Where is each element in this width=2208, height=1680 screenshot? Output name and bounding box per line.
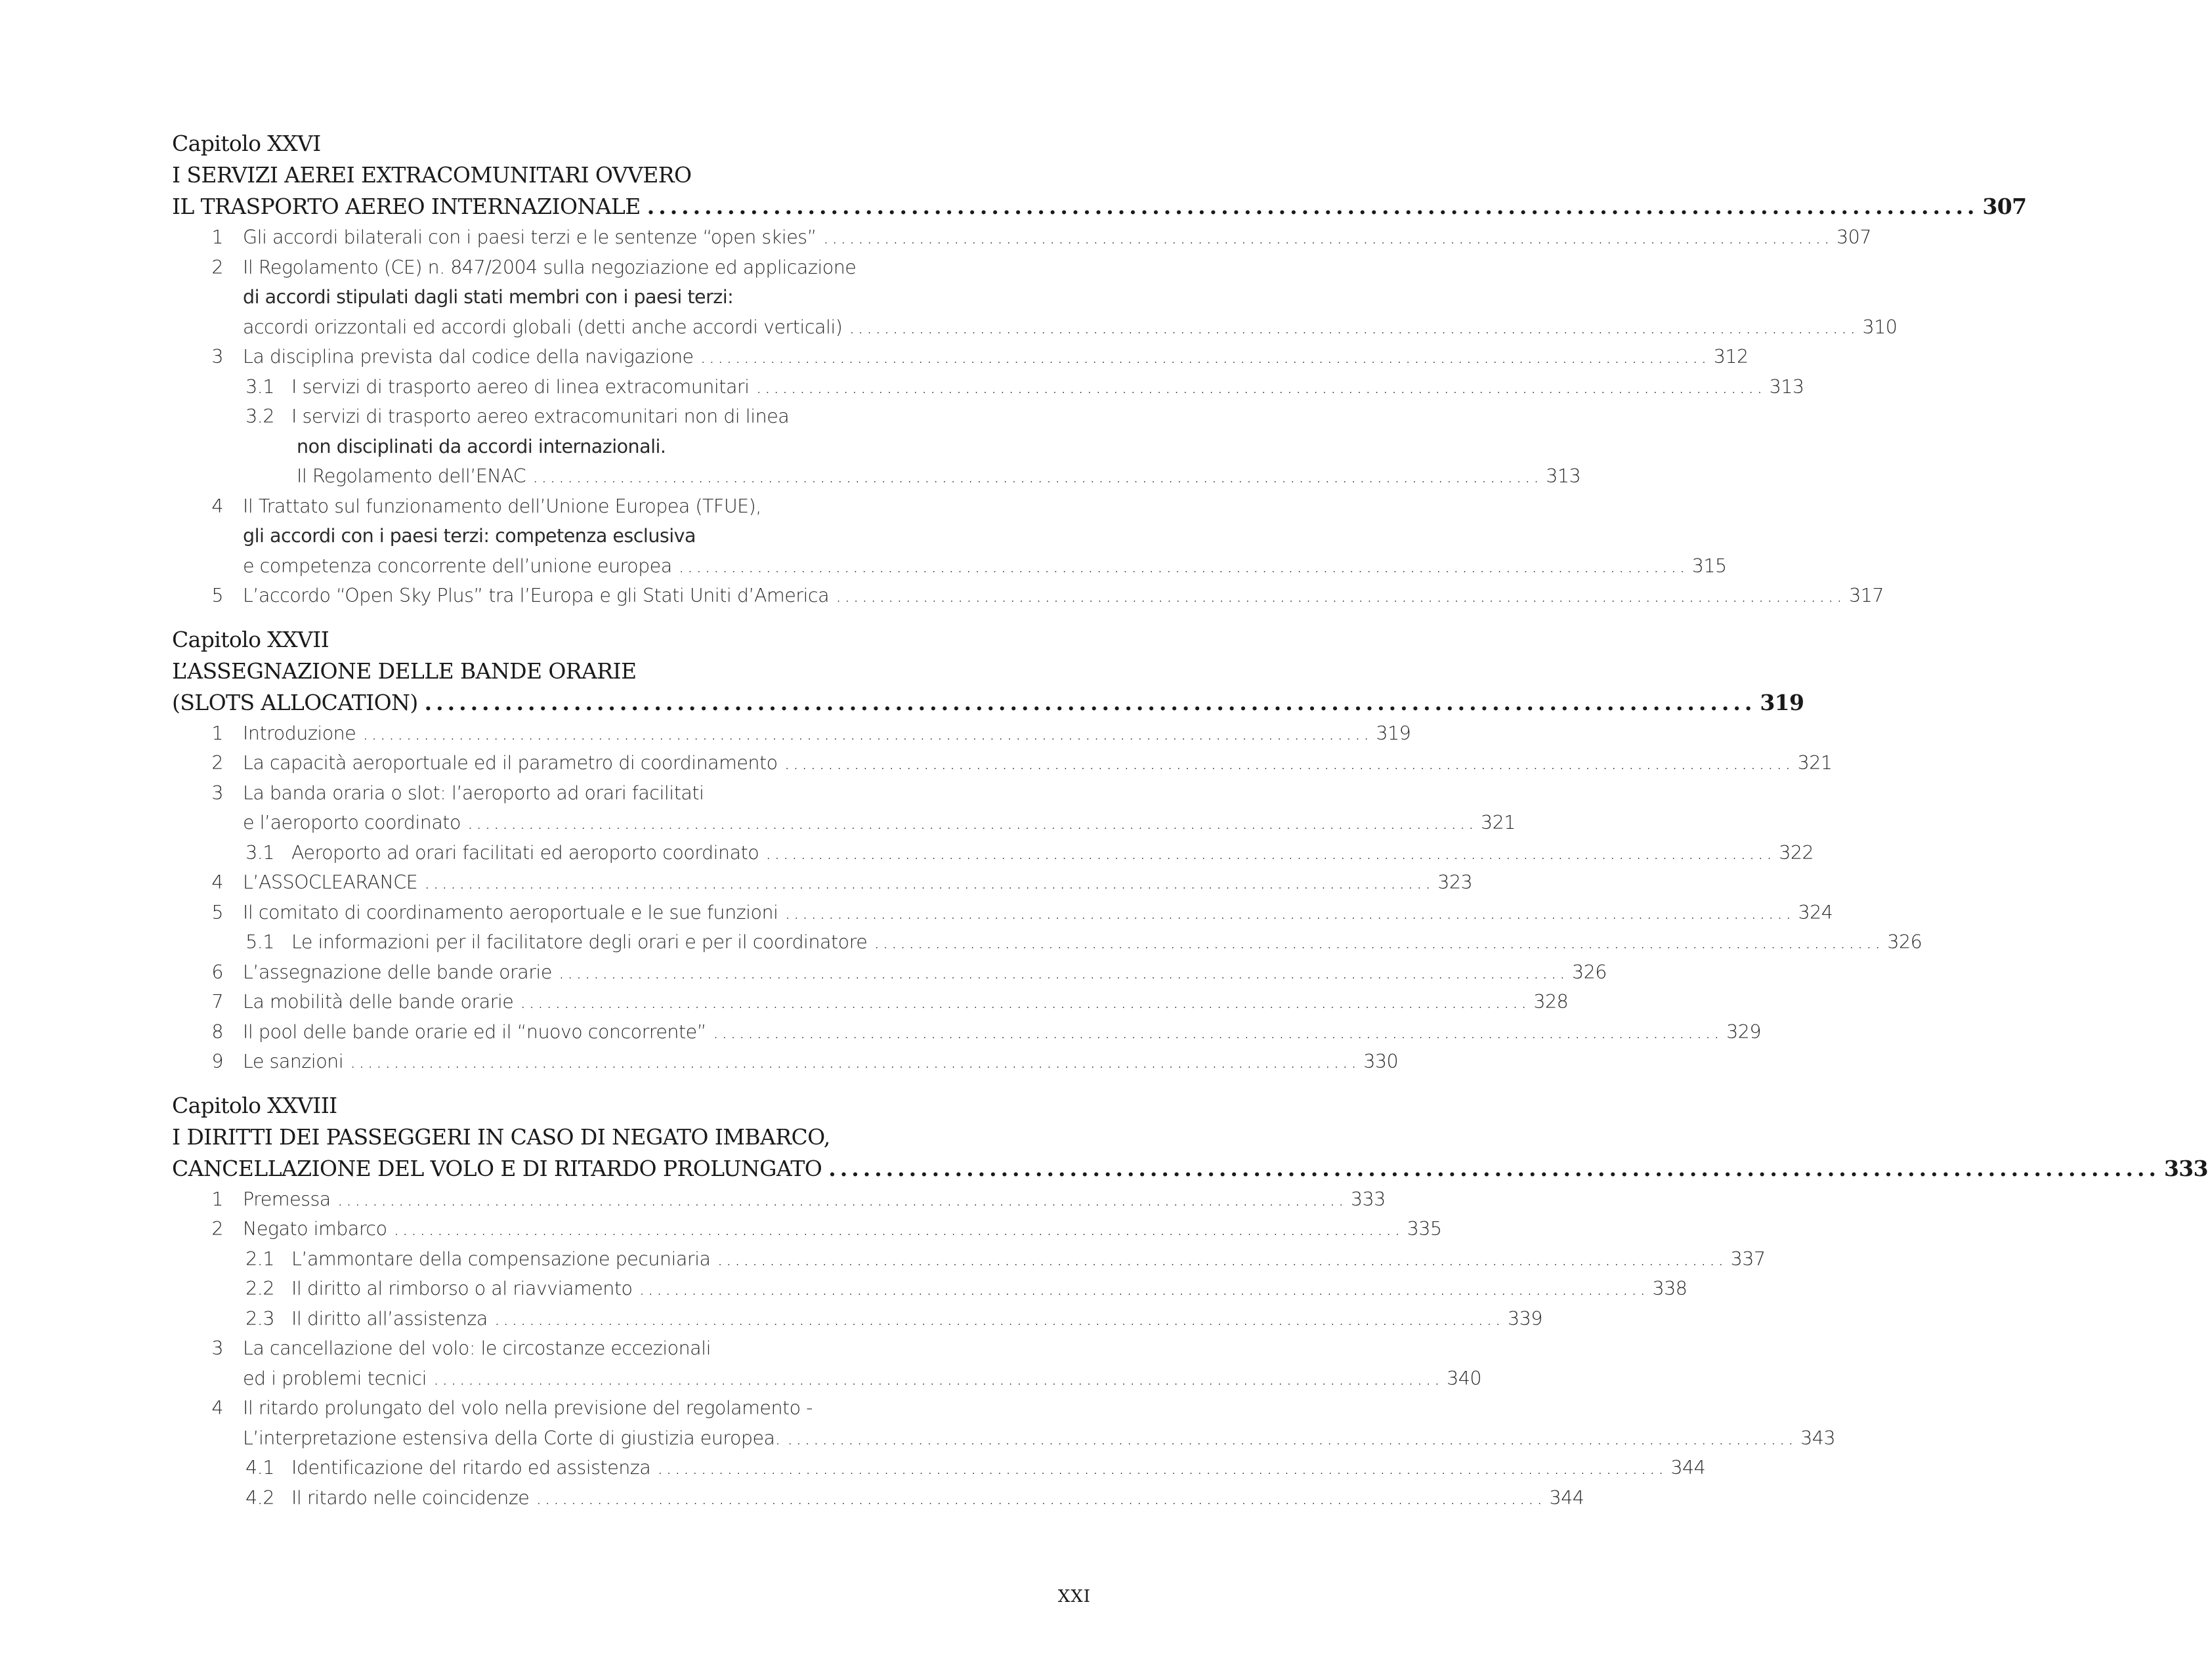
page-ref: 329 [1726,1020,1761,1043]
chapter-label: Capitolo XXVI [172,131,321,156]
subsection-number: 2.2 [245,1278,274,1299]
toc-entry-continued[interactable] [172,551,1727,581]
toc-entry[interactable] [172,987,1569,1017]
toc-entry[interactable] [172,898,1833,928]
section-title-continued: e l’aeroporto coordinato [243,812,461,833]
section-title-continued: accordi orizzontali ed accordi globali (detti anche accordi verticali) [243,316,843,338]
subsection-number: 2.1 [245,1248,274,1270]
page-ref: 333 [2163,1155,2208,1181]
subsection-title: Identificazione del ritardo ed assistenza [291,1457,651,1479]
toc-entry[interactable] [172,719,1411,749]
chapter-xxviii [172,1090,2208,1513]
dot-leader: .................................................................................................................... [787,1427,1797,1449]
chapter-title-line: IL TRASPORTO AEREO INTERNAZIONALE [172,194,641,219]
toc-entry[interactable] [172,222,1871,253]
page-ref: 322 [1779,841,1814,864]
subsection-number: 5.1 [245,931,274,953]
page-ref: 323 [1437,872,1473,893]
subsection-number: 3.1 [245,841,274,864]
subsection-title: Le informazioni per il facilitatore degli orari e per il coordinatore [291,931,868,953]
subsection-title: Il diritto all’assistenza [291,1307,488,1330]
page-ref: 315 [1691,555,1727,577]
section-title: L’assegnazione delle bande orarie [243,961,552,983]
section-title: La capacità aeroportuale ed il parametro di coordinamento [243,752,778,774]
section-title: Le sanzioni [243,1051,344,1072]
chapter-xxvii [172,624,1922,1077]
toc-subentry[interactable] [172,927,1922,957]
toc-entry[interactable] [172,342,1749,372]
toc-entry[interactable] [172,492,1091,522]
dot-leader: .................................................................................................................... [424,689,1756,715]
page-ref: 312 [1713,346,1749,368]
page-ref: 326 [1887,931,1922,953]
dot-leader: .................................................................................................................... [874,931,1884,953]
page-ref: 330 [1363,1051,1399,1072]
section-number: 8 [211,1020,223,1043]
dot-leader: .................................................................................................................... [700,346,1710,368]
toc-subentry[interactable] [172,838,1814,868]
page-ref: 319 [1376,722,1411,744]
dot-leader: .................................................................................................................... [647,194,1979,219]
subsection-number: 3.1 [245,375,274,398]
page-ref: 337 [1730,1248,1766,1270]
chapter-title-line: CANCELLAZIONE DEL VOLO E DI RITARDO PROLUNGATO [172,1155,822,1181]
section-number: 2 [211,752,223,774]
subsection-title-continued: Il Regolamento dell’ENAC [297,465,526,487]
toc-chapter-entry[interactable] [172,191,2027,222]
section-title: Gli accordi bilaterali con i paesi terzi e le sentenze “open skies” [243,226,817,248]
section-number: 4 [211,872,223,893]
toc-entry-continued[interactable] [172,1364,1482,1394]
dot-leader: .................................................................................................................... [784,752,1794,774]
toc-entry-continued[interactable] [172,312,1898,343]
subsection-title-continued: non disciplinati da accordi internazionali. [297,435,666,457]
dot-leader: .................................................................................................................... [828,1155,2160,1181]
subsection-number: 4.1 [245,1457,274,1479]
subsection-title: I servizi di trasporto aereo extracomunitari non di linea [291,406,790,427]
dot-leader: .................................................................................................................... [532,465,1542,487]
chapter-title-line: I DIRITTI DEI PASSEGGERI IN CASO DI NEGATO IMBARCO, [172,1124,830,1150]
dot-leader: .................................................................................................................... [657,1457,1667,1479]
toc-entry[interactable] [172,581,1884,611]
section-number: 1 [211,226,223,248]
page-ref: 339 [1507,1307,1542,1330]
toc-entry[interactable] [172,748,1833,778]
page-ref: 326 [1571,961,1607,983]
section-title: Il pool delle bande orarie ed il “nuovo concorrente” [243,1020,706,1043]
section-title: La mobilità delle bande orarie [243,991,514,1013]
toc-subentry[interactable] [172,1483,1584,1513]
page-ref: 307 [1836,226,1871,248]
toc-entry[interactable] [172,1393,1091,1423]
subsection-title: L’ammontare della compensazione pecuniaria [291,1248,711,1270]
page-ref: 321 [1481,812,1516,833]
section-title-continued: di accordi stipulati dagli stati membri con i paesi terzi: [243,286,734,308]
dot-leader: .................................................................................................................... [433,1367,1443,1389]
section-title: L’ASSOCLEARANCE [243,872,418,893]
page-ref: 319 [1760,689,1804,715]
page-ref: 324 [1798,901,1833,923]
page-ref: 344 [1549,1486,1584,1509]
subsection-number: 3.2 [245,406,274,427]
toc-entry[interactable] [172,778,1091,808]
dot-leader: .................................................................................................................... [467,812,1477,833]
dot-leader: .................................................................................................................... [712,1020,1723,1043]
chapter-label: Capitolo XXVII [172,626,329,652]
toc-entry[interactable] [172,1017,1761,1047]
chapter-title-line: I SERVIZI AEREI EXTRACOMUNITARI OVVERO [172,162,692,188]
dot-leader: .................................................................................................................... [765,841,1775,864]
dot-leader: .................................................................................................................... [822,226,1833,248]
subsection-title: Il ritardo nelle coincidenze [291,1486,530,1509]
dot-leader: .................................................................................................................... [350,1051,1360,1072]
toc-entry[interactable] [172,868,1473,898]
toc-subentry[interactable] [172,1274,1688,1304]
chapter-title-line: (SLOTS ALLOCATION) [172,689,418,715]
section-title: Il Regolamento (CE) n. 847/2004 sulla negoziazione ed applicazione [243,256,857,278]
subsection-number: 4.2 [245,1486,274,1509]
dot-leader: .................................................................................................................... [755,375,1766,398]
page-ref: 335 [1407,1218,1442,1240]
dot-leader: .................................................................................................................... [536,1486,1546,1509]
section-number: 3 [211,782,223,804]
dot-leader: .................................................................................................................... [520,991,1530,1013]
dot-leader: .................................................................................................................... [558,961,1568,983]
dot-leader: .................................................................................................................... [678,555,1688,577]
section-number: 4 [211,495,223,517]
dot-leader: .................................................................................................................... [362,722,1372,744]
section-number: 3 [211,1337,223,1359]
chapter-title-line: L’ASSEGNAZIONE DELLE BANDE ORARIE [172,658,637,684]
toc-entry[interactable] [172,1334,1091,1364]
subsection-title: Il diritto al rimborso o al riavviamento [291,1278,633,1299]
section-title-continued: gli accordi con i paesi terzi: competenza esclusiva [243,525,696,547]
page-ref: 321 [1797,752,1833,774]
section-number: 5 [211,901,223,923]
toc-subentry[interactable] [172,372,1804,402]
dot-leader: .................................................................................................................... [639,1278,1649,1299]
section-title-continued: L’interpretazione estensiva della Corte di giustizia europea. [243,1427,781,1449]
section-title: La banda oraria o slot: l’aeroporto ad orari facilitati [243,782,704,804]
toc-entry-continued[interactable] [172,1423,1836,1454]
section-number: 2 [211,256,223,278]
toc-subentry[interactable] [172,402,1091,432]
page-ref: 317 [1849,585,1884,606]
section-title: Introduzione [243,722,356,744]
toc-subentry[interactable] [172,1244,1766,1274]
page-ref: 313 [1546,465,1581,487]
dot-leader: .................................................................................................................... [784,901,1794,923]
section-title: Il comitato di coordinamento aeroportuale e le sue funzioni [243,901,778,923]
dot-leader: .................................................................................................................... [836,585,1846,606]
section-number: 4 [211,1397,223,1419]
page-number: XXI [1057,1587,1091,1606]
toc-chapter-entry[interactable] [172,687,1804,719]
page-ref: 343 [1800,1427,1836,1449]
page-ref: 344 [1670,1457,1706,1479]
toc-entry[interactable] [172,1214,1442,1244]
subsection-title: I servizi di trasporto aereo di linea extracomunitari [291,375,750,398]
toc-chapter-entry[interactable] [172,1153,2208,1185]
section-title: Negato imbarco [243,1218,387,1240]
subsection-title: Aeroporto ad orari facilitati ed aeroporto coordinato [291,841,759,864]
page-ref: 310 [1862,316,1898,338]
toc-subentry[interactable] [172,1304,1542,1334]
page-ref: 340 [1447,1367,1482,1389]
dot-leader: .................................................................................................................... [717,1248,1727,1270]
section-number: 7 [211,991,223,1013]
section-title: L’accordo “Open Sky Plus” tra l’Europa e gli Stati Uniti d’America [243,585,830,606]
section-title: Il Trattato sul funzionamento dell’Unione Europea (TFUE), [243,495,761,517]
section-number: 1 [211,722,223,744]
section-title: La disciplina prevista dal codice della navigazione [243,346,694,368]
dot-leader: .................................................................................................................... [849,316,1859,338]
section-number: 1 [211,1188,223,1210]
chapter-label: Capitolo XXVIII [172,1092,337,1118]
section-number: 3 [211,346,223,368]
dot-leader: .................................................................................................................... [424,872,1434,893]
page-ref: 328 [1533,991,1569,1013]
dot-leader: .................................................................................................................... [494,1307,1504,1330]
toc-entry[interactable] [172,957,1607,988]
section-title-continued: ed i problemi tecnici [243,1367,427,1389]
subsection-number: 2.3 [245,1307,274,1330]
section-number: 9 [211,1051,223,1072]
page-ref: 307 [1982,194,2027,219]
toc-entry[interactable] [172,253,1091,283]
toc-entry-continued[interactable] [172,808,1516,838]
section-title-continued: e competenza concorrente dell’unione europea [243,555,672,577]
toc-subentry[interactable] [172,1453,1706,1483]
section-number: 2 [211,1218,223,1240]
section-number: 5 [211,585,223,606]
dot-leader: .................................................................................................................... [337,1188,1347,1210]
dot-leader: .................................................................................................................... [393,1218,1403,1240]
toc-entry[interactable] [172,1047,1399,1077]
table-of-contents [172,128,2208,1526]
section-title: La cancellazione del volo: le circostanze eccezionali [243,1337,711,1359]
section-number: 6 [211,961,223,983]
toc-subentry-continued[interactable] [172,461,1581,492]
page-ref: 338 [1652,1278,1688,1299]
section-title: Premessa [243,1188,331,1210]
chapter-xxvi [172,128,2027,611]
page-ref: 313 [1769,375,1804,398]
page-ref: 333 [1350,1188,1386,1210]
section-title: Il ritardo prolungato del volo nella previsione del regolamento - [243,1397,813,1419]
toc-entry[interactable] [172,1185,1386,1215]
